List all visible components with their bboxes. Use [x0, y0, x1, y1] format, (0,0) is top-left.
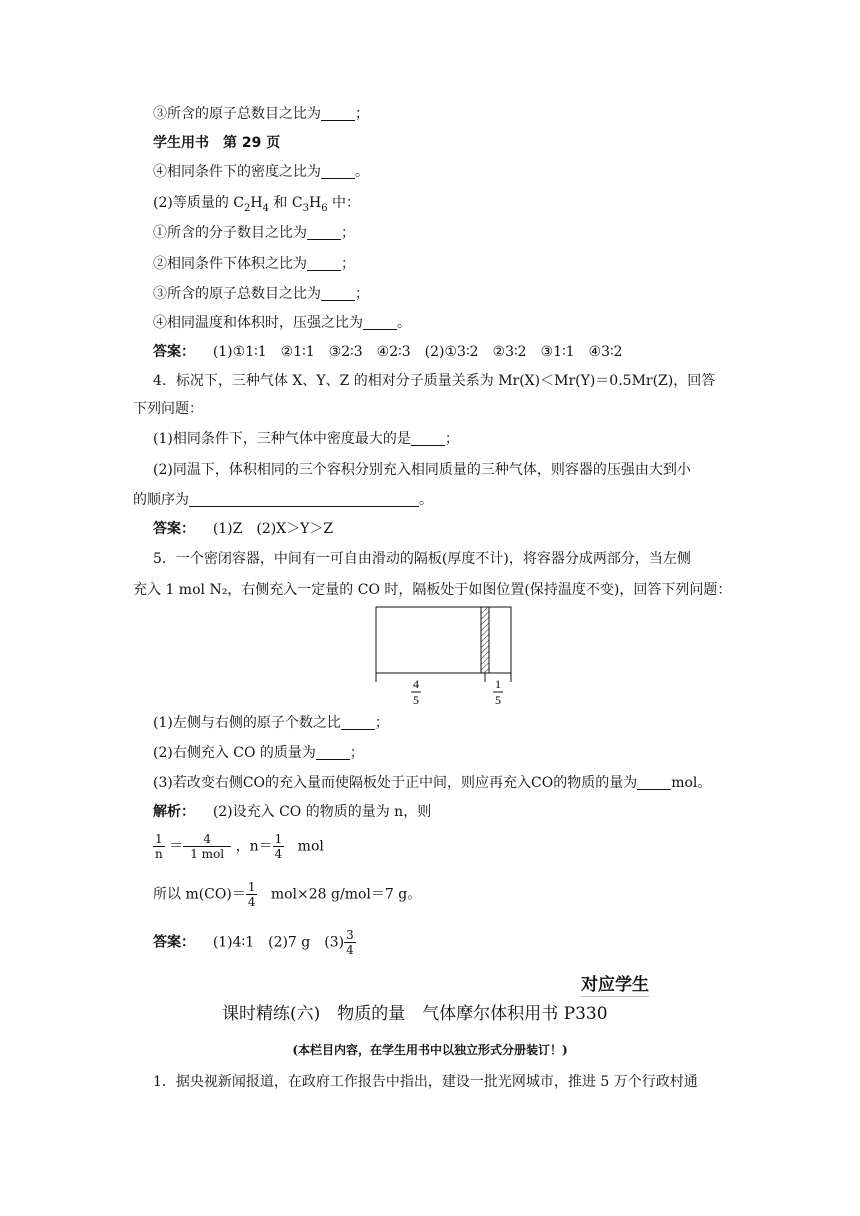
q4-line1: 4．标况下，三种气体 X、Y、Z 的相对分子质量关系为 Mr(X)＜Mr(Y)＝0.5Mr(Z)，回答: [153, 373, 716, 389]
answer-blank: [189, 492, 419, 507]
answer-blank: [363, 315, 397, 330]
left-fraction-num: 4: [413, 677, 419, 691]
answer-blank: [341, 715, 375, 730]
answer-blank: [321, 164, 355, 179]
analysis-line: 解析： (2)设充入 CO 的物质的量为 n，则: [153, 804, 432, 820]
container-diagram: [370, 600, 530, 710]
q4-answer: 答案： (1)Z (2)X＞Y＞Z: [153, 521, 334, 537]
section-title: 课时精练(六) 物质的量 气体摩尔体积用书 P330: [222, 1004, 608, 1024]
q4-item2-line2: 的顺序为 。: [133, 492, 433, 508]
q3-answer: 答案： (1)①1∶1 ②1∶1 ③2∶3 ④2∶3 (2)①3∶2 ②3∶2 ③1∶1 ④3∶2: [153, 344, 623, 360]
q5-line1: 5．一个密闭容器，中间有一可自由滑动的隔板(厚度不计)，将容器分成两部分，当左侧: [153, 551, 691, 567]
q4-item1: (1)相同条件下，三种气体中密度最大的是 ；: [153, 431, 459, 447]
section-note: (本栏目内容，在学生用书中以独立形式分册装订！): [292, 1043, 568, 1057]
ref-note: 学生用书 第 29 页: [153, 135, 281, 151]
q3-part1-item3: ③所含的原子总数目之比为 ；: [153, 106, 369, 122]
equation-2: 所以 m(CO)＝ $\frac{1}{4}$ mol×28 g/mol＝7 g。: [153, 880, 422, 909]
answer-blank: [307, 256, 341, 271]
q3-part2-item3: ③所含的原子总数目之比为 ；: [153, 286, 369, 302]
q3-part2-item4: ④相同温度和体积时，压强之比为 。: [153, 315, 411, 331]
q4-line2: 下列问题：: [133, 401, 203, 417]
q4-item2-line1: (2)同温下，体积相同的三个容积分别充入相同质量的三种气体，则容器的压强由大到小: [153, 462, 691, 478]
q1-line1: 1．据央视新闻报道，在政府工作报告中指出，建设一批光网城市，推进 5 万个行政村通: [153, 1074, 698, 1090]
q5-item3: (3)若改变右侧CO的充入量而使隔板处于正中间，则应再充入CO的物质的量为 mol。: [153, 775, 712, 791]
q3-part2-item2: ②相同条件下体积之比为 ；: [153, 256, 355, 272]
q5-answer: 答案： (1)4∶1 (2)7 g (3) $\frac{3}{4}$: [153, 928, 354, 957]
equation-1: $\frac{1}{n}$ ＝ $\frac{4}{\text{1 mol}}$ ，n＝ $\frac{1}{4}$ mol: [155, 832, 324, 861]
fraction: $\frac{3}{4}$: [346, 928, 354, 957]
sliding-partition: [481, 607, 489, 673]
q3-part2-intro: (2)等质量的 $C_2H_4$ 和 $C_3H_6$ 中：: [153, 195, 361, 214]
answer-blank: [321, 106, 355, 121]
right-fraction-den: 5: [495, 693, 501, 707]
right-fraction-num: 1: [495, 677, 501, 691]
q3-part1-item4: ④相同条件下的密度之比为 。: [153, 164, 369, 180]
fraction: $\frac{1}{4}$: [247, 880, 256, 909]
answer-blank: [637, 775, 671, 790]
fraction: $\frac{1}{n}$: [155, 832, 163, 861]
fraction: $\frac{1}{4}$: [274, 832, 283, 861]
q5-item2: (2)右侧充入 CO 的质量为 ；: [153, 745, 364, 761]
section-side-label: 对应学生: [581, 975, 649, 995]
fraction: $\frac{4}{\text{1 mol}}$: [183, 832, 231, 861]
q5-item1: (1)左侧与右侧的原子个数之比 ；: [153, 715, 389, 731]
q5-line2: 充入 1 mol N₂，右侧充入一定量的 CO 时，隔板处于如图位置(保持温度不变)，回答下列问题：: [133, 582, 732, 598]
q3-part2-item1: ①所含的分子数目之比为 ；: [153, 225, 355, 241]
left-fraction-den: 5: [413, 693, 419, 707]
answer-blank: [316, 745, 350, 760]
answer-blank: [411, 431, 445, 446]
container-box: [376, 607, 511, 673]
answer-blank: [307, 225, 341, 240]
answer-blank: [321, 286, 355, 301]
